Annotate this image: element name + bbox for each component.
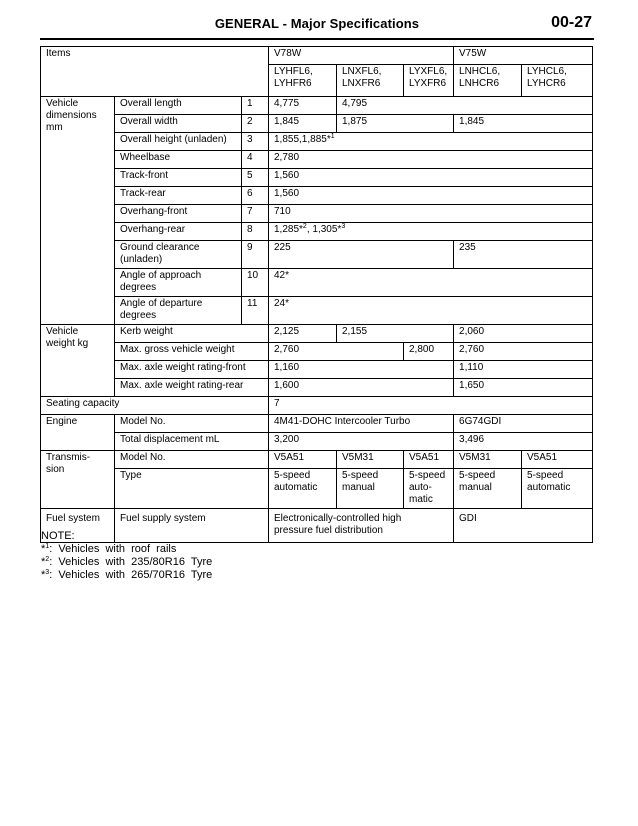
value-cell: V5A51 bbox=[404, 451, 454, 469]
table-row bbox=[41, 415, 593, 433]
value-cell: 1,560 bbox=[269, 169, 593, 187]
row-label: Overhang-rear bbox=[115, 223, 242, 241]
value-cell: V5M31 bbox=[337, 451, 404, 469]
value-cell: 1,845 bbox=[454, 115, 593, 133]
row-label: Overall height (unladen) bbox=[115, 133, 242, 151]
row-number: 6 bbox=[242, 187, 269, 205]
row-label: Angle of departure degrees bbox=[115, 297, 242, 325]
row-label: Track-rear bbox=[115, 187, 242, 205]
value-cell: 5-speed automatic bbox=[269, 469, 337, 509]
table-row bbox=[41, 205, 593, 223]
row-number: 10 bbox=[242, 269, 269, 297]
value-cell: 5-speed manual bbox=[337, 469, 404, 509]
row-label: Angle of approach degrees bbox=[115, 269, 242, 297]
row-number: 3 bbox=[242, 133, 269, 151]
value-text: , 1,305* bbox=[306, 224, 342, 235]
table-row bbox=[41, 187, 593, 205]
table-row bbox=[41, 169, 593, 187]
value-cell: 7 bbox=[269, 397, 593, 415]
row-label: Seating capacity bbox=[41, 397, 269, 415]
value-cell: 2,155 bbox=[337, 325, 454, 343]
table-row bbox=[41, 223, 593, 241]
table-row bbox=[41, 325, 593, 343]
model-code: LYHCL6, LYHCR6 bbox=[522, 65, 593, 97]
value-cell: 2,125 bbox=[269, 325, 337, 343]
footnote-marker: 2 bbox=[302, 223, 307, 230]
value-cell: 4,795 bbox=[337, 97, 593, 115]
row-label: Wheelbase bbox=[115, 151, 242, 169]
value-cell: 4M41-DOHC Intercooler Turbo bbox=[269, 415, 454, 433]
row-label: Max. gross vehicle weight bbox=[115, 343, 269, 361]
value-cell: 5-speed auto- matic bbox=[404, 469, 454, 509]
table-row bbox=[41, 361, 593, 379]
value-cell: 225 bbox=[269, 241, 454, 269]
notes-heading: NOTE: bbox=[41, 530, 75, 542]
value-cell: 3,496 bbox=[454, 433, 593, 451]
note-mark: * bbox=[41, 569, 46, 581]
value-cell: GDI bbox=[454, 509, 593, 543]
table-row bbox=[41, 433, 593, 451]
footnote-marker: 3 bbox=[341, 223, 346, 230]
value-cell: 235 bbox=[454, 241, 593, 269]
note-text: : Vehicles with 265/70R16 Tyre bbox=[49, 569, 213, 581]
table-row bbox=[41, 469, 593, 509]
footnote-marker: 1 bbox=[45, 543, 50, 550]
value-cell: 42* bbox=[269, 269, 593, 297]
note-item bbox=[41, 569, 212, 582]
row-label: Ground clearance (unladen) bbox=[115, 241, 242, 269]
row-label: Max. axle weight rating-rear bbox=[115, 379, 269, 397]
row-number: 11 bbox=[242, 297, 269, 325]
value-cell: 1,845 bbox=[269, 115, 337, 133]
section-title: GENERAL - Major Specifications bbox=[214, 16, 420, 31]
row-label: Overall width bbox=[115, 115, 242, 133]
v75w-header: V75W bbox=[454, 47, 593, 65]
table-row bbox=[41, 241, 593, 269]
table-row bbox=[41, 297, 593, 325]
group-label: Vehicle dimensions mm bbox=[41, 97, 115, 325]
v78w-header: V78W bbox=[269, 47, 454, 65]
value-cell: 1,160 bbox=[269, 361, 454, 379]
group-label: Transmis- sion bbox=[41, 451, 115, 509]
row-number: 1 bbox=[242, 97, 269, 115]
value-cell: Electronically-controlled high pressure fuel distribution bbox=[269, 509, 454, 543]
table-row bbox=[41, 47, 593, 65]
value-cell: 6G74GDI bbox=[454, 415, 593, 433]
header-rule bbox=[40, 38, 594, 40]
value-cell: 2,760 bbox=[454, 343, 593, 361]
note-item bbox=[41, 543, 212, 556]
value-cell bbox=[269, 223, 593, 241]
row-number: 8 bbox=[242, 223, 269, 241]
value-cell: 710 bbox=[269, 205, 593, 223]
footnote-marker: 2 bbox=[45, 556, 50, 563]
row-label: Kerb weight bbox=[115, 325, 269, 343]
row-number: 2 bbox=[242, 115, 269, 133]
note-mark: * bbox=[41, 556, 46, 568]
value-cell: 1,875 bbox=[337, 115, 454, 133]
row-label: Model No. bbox=[115, 415, 269, 433]
specifications-table bbox=[40, 46, 593, 543]
value-cell: 1,650 bbox=[454, 379, 593, 397]
row-number: 9 bbox=[242, 241, 269, 269]
group-label: Fuel system bbox=[41, 509, 115, 543]
value-cell: 5-speed automatic bbox=[522, 469, 593, 509]
row-label: Track-front bbox=[115, 169, 242, 187]
value-cell: 4,775 bbox=[269, 97, 337, 115]
row-number: 4 bbox=[242, 151, 269, 169]
items-header: Items bbox=[41, 47, 269, 97]
group-label: Vehicle weight kg bbox=[41, 325, 115, 397]
row-label: Overall length bbox=[115, 97, 242, 115]
value-cell: 5-speed manual bbox=[454, 469, 522, 509]
model-code: LYHFL6, LYHFR6 bbox=[269, 65, 337, 97]
notes bbox=[41, 530, 212, 582]
table-row bbox=[41, 379, 593, 397]
note-mark: * bbox=[41, 543, 46, 555]
footnote-marker: 1 bbox=[330, 133, 335, 140]
value-cell: 2,800 bbox=[404, 343, 454, 361]
value-cell: 2,060 bbox=[454, 325, 593, 343]
table-row bbox=[41, 133, 593, 151]
row-label: Max. axle weight rating-front bbox=[115, 361, 269, 379]
value-text: 1,855,1,885* bbox=[274, 134, 331, 145]
value-cell: 1,110 bbox=[454, 361, 593, 379]
model-code: LNXFL6, LNXFR6 bbox=[337, 65, 404, 97]
value-cell: 1,600 bbox=[269, 379, 454, 397]
note-item bbox=[41, 556, 212, 569]
row-label: Total displacement mL bbox=[115, 433, 269, 451]
row-number: 7 bbox=[242, 205, 269, 223]
page-number: 00-27 bbox=[551, 14, 592, 31]
value-cell bbox=[269, 133, 593, 151]
table-row bbox=[41, 397, 593, 415]
table-row bbox=[41, 269, 593, 297]
value-text: 1,285* bbox=[274, 224, 303, 235]
row-label: Type bbox=[115, 469, 269, 509]
note-text: : Vehicles with roof rails bbox=[49, 543, 177, 555]
table-row bbox=[41, 97, 593, 115]
group-label: Engine bbox=[41, 415, 115, 451]
value-cell: 24* bbox=[269, 297, 593, 325]
row-label: Model No. bbox=[115, 451, 269, 469]
row-number: 5 bbox=[242, 169, 269, 187]
value-cell: 1,560 bbox=[269, 187, 593, 205]
table-row bbox=[41, 115, 593, 133]
model-code: LYXFL6, LYXFR6 bbox=[404, 65, 454, 97]
page-header bbox=[40, 14, 594, 36]
table-row bbox=[41, 151, 593, 169]
value-cell: V5A51 bbox=[269, 451, 337, 469]
table-row bbox=[41, 343, 593, 361]
row-label: Overhang-front bbox=[115, 205, 242, 223]
table-row bbox=[41, 451, 593, 469]
value-cell: V5M31 bbox=[454, 451, 522, 469]
value-cell: 3,200 bbox=[269, 433, 454, 451]
note-text: : Vehicles with 235/80R16 Tyre bbox=[49, 556, 213, 568]
footnote-marker: 3 bbox=[45, 569, 50, 576]
row-label: Fuel supply system bbox=[115, 509, 269, 543]
value-cell: 2,780 bbox=[269, 151, 593, 169]
model-code: LNHCL6, LNHCR6 bbox=[454, 65, 522, 97]
value-cell: V5A51 bbox=[522, 451, 593, 469]
value-cell: 2,760 bbox=[269, 343, 404, 361]
